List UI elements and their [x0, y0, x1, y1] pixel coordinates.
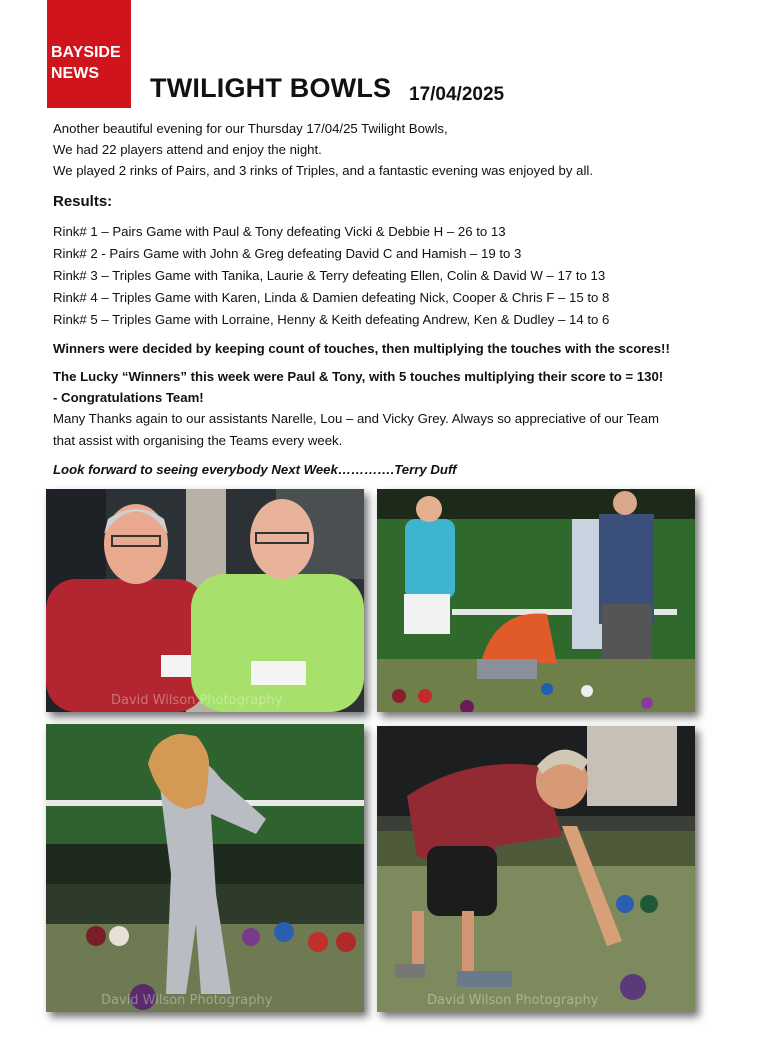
result-rink-3: Rink# 3 – Triples Game with Tanika, Laurie & Terry defeating Ellen, Colin & David W – 17 to 13 — [53, 268, 606, 283]
photo-winners-paul-tony — [46, 489, 364, 712]
photo-watermark: David Wilson Photography — [111, 693, 283, 708]
masthead-line-2: NEWS — [51, 65, 99, 82]
masthead-line-1: BAYSIDE — [51, 44, 121, 61]
intro-line-1: Another beautiful evening for our Thursday 17/04/25 Twilight Bowls, — [53, 121, 448, 136]
result-rink-4: Rink# 4 – Triples Game with Karen, Linda & Damien defeating Nick, Cooper & Chris F – 15 to 8 — [53, 290, 610, 305]
intro-line-2: We had 22 players attend and enjoy the night. — [53, 142, 322, 157]
photo-players-on-green — [377, 489, 695, 712]
signoff: Look forward to seeing everybody Next Week………….Terry Duff — [53, 462, 457, 477]
thanks-line-2: that assist with organising the Teams every week. — [53, 433, 343, 448]
photo-watermark: David Wilson Photography — [101, 993, 273, 1008]
photo-watermark: David Wilson Photography — [427, 993, 599, 1008]
congratulations: - Congratulations Team! — [53, 390, 204, 405]
result-rink-5: Rink# 5 – Triples Game with Lorraine, Henny & Keith defeating Andrew, Ken & Dudley – 14 to 6 — [53, 312, 610, 327]
winners-rule: Winners were decided by keeping count of touches, then multiplying the touches with the scores!! — [53, 341, 670, 356]
page-title: TWILIGHT BOWLS — [150, 73, 392, 103]
masthead-badge — [47, 0, 131, 108]
photo-man-bowling — [377, 726, 695, 1012]
photo-woman-bowling — [46, 724, 364, 1012]
lucky-winners: The Lucky “Winners” this week were Paul & Tony, with 5 touches multiplying their score to = 130! — [53, 369, 664, 384]
intro-line-3: We played 2 rinks of Pairs, and 3 rinks of Triples, and a fantastic evening was enjoyed by all. — [53, 163, 593, 178]
result-rink-1: Rink# 1 – Pairs Game with Paul & Tony defeating Vicki & Debbie H – 26 to 13 — [53, 224, 506, 239]
page-date: 17/04/2025 — [409, 84, 505, 105]
results-heading: Results: — [53, 193, 113, 210]
thanks-line-1: Many Thanks again to our assistants Narelle, Lou – and Vicky Grey. Always so appreciative of our Team — [53, 411, 659, 426]
result-rink-2: Rink# 2 - Pairs Game with John & Greg defeating David C and Hamish – 19 to 3 — [53, 246, 522, 261]
